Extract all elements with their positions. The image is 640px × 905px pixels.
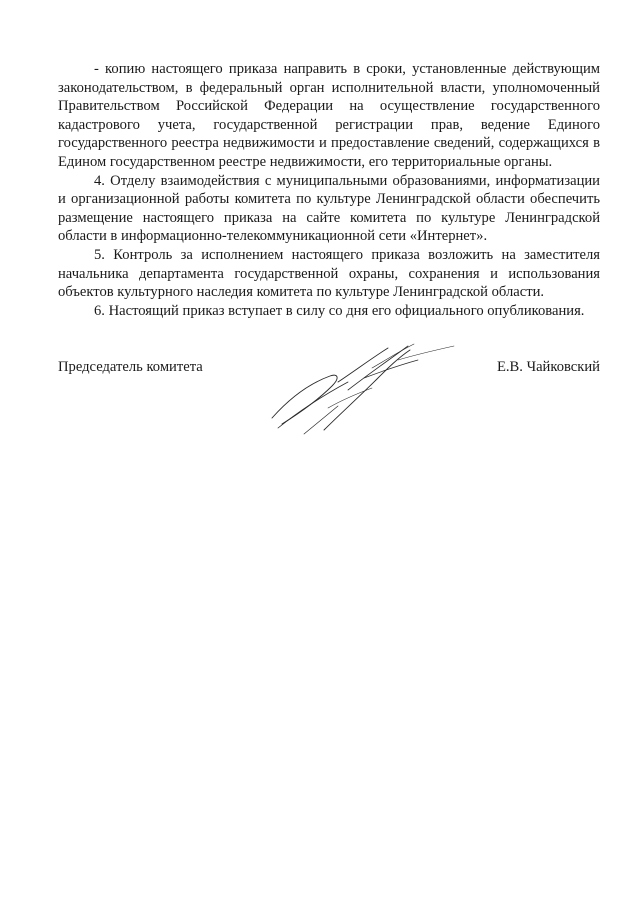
paragraph-cadastral-copy: - копию настоящего приказа направить в сроки, установленные действующим законодательством, в федеральный орган исполнительной власти, уполномоченный Правительством Российской Федерации на осуществление государственного кадастрового учета, государственной регистрации прав, ведение Единого государственного реестра недвижимости и предоставление сведений, содержащихся в Едином государственном реестре недвижимости, его территориальные органы.	[58, 61, 600, 170]
paragraph-item-5: 5. Контроль за исполнением настоящего приказа возложить на заместителя начальника департамента государственной охраны, сохранения и использования объектов культурного наследия комитета по культуре Ленинградской области.	[58, 246, 600, 301]
paragraph-item-6: 6. Настоящий приказ вступает в силу со дня его официального опубликования.	[94, 302, 585, 319]
paragraph-item-4: 4. Отделу взаимодействия с муниципальными образованиями, информатизации и организационной работы комитета по культуре Ленинградской области обеспечить размещение настоящего приказа на сайте комитета по культуре Ленинградской области в информационно-телекоммуникационной сети «Интернет».	[58, 172, 600, 245]
signatory-role: Председатель комитета	[58, 359, 203, 375]
handwritten-signature	[268, 338, 458, 438]
signatory-name: Е.В. Чайковский	[496, 359, 600, 375]
document-body	[58, 60, 600, 320]
